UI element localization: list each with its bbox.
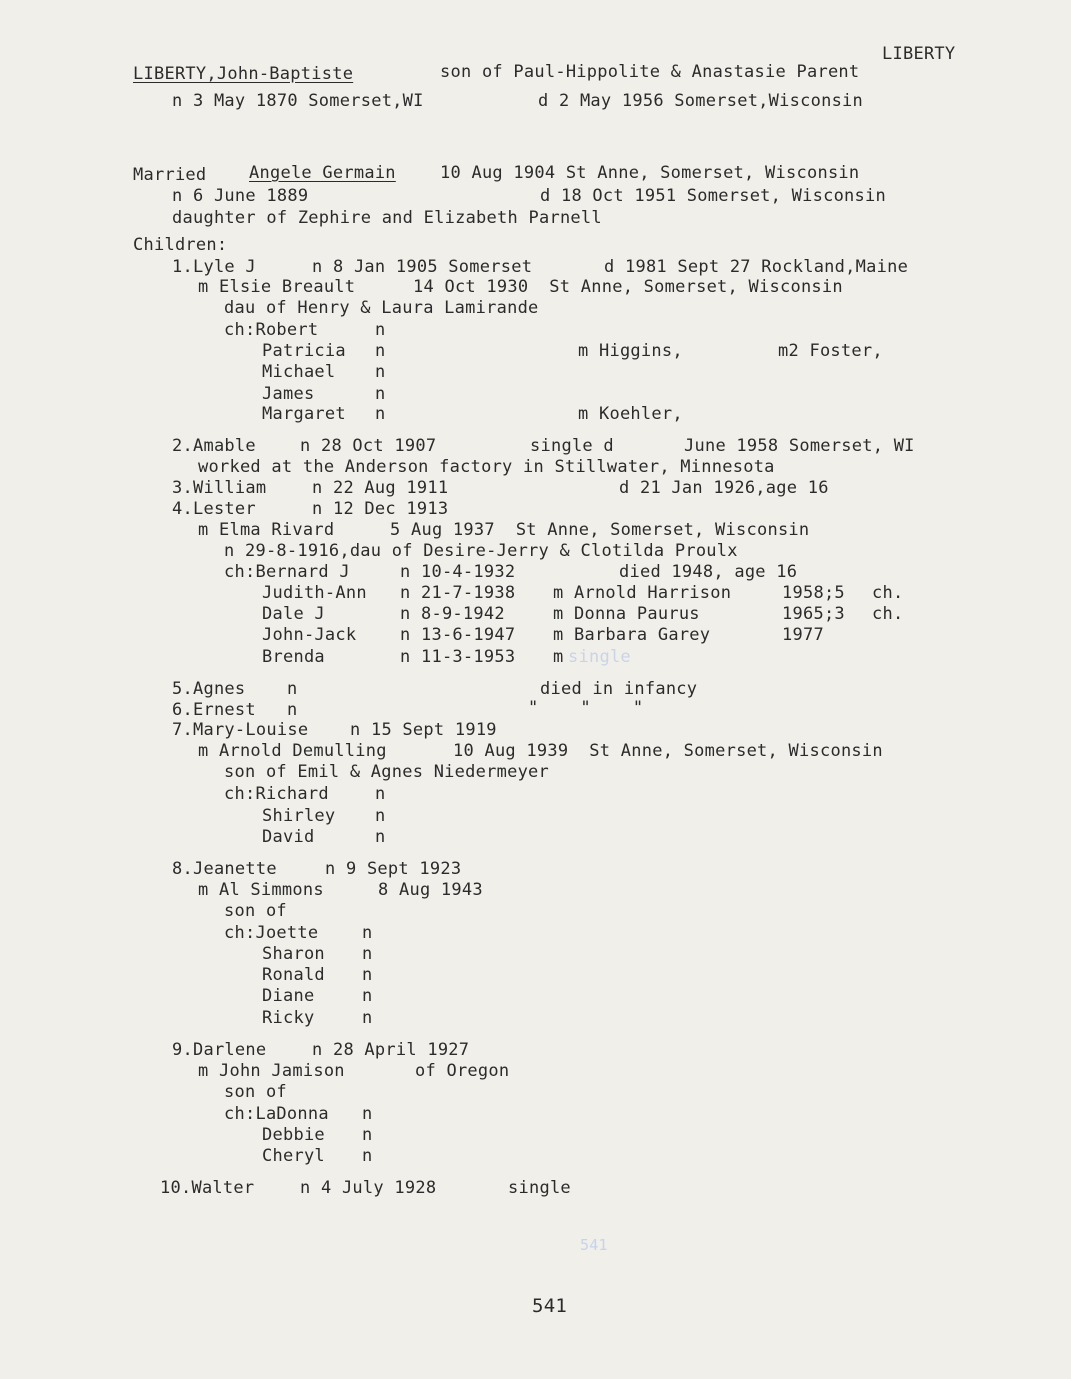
grandchild-birth: n	[362, 1104, 373, 1124]
grandchild-birth: n	[362, 986, 373, 1006]
grandchild-name: Judith-Ann	[262, 583, 367, 603]
grandchild-birth: n 10-4-1932	[400, 562, 516, 582]
person-death: d 2 May 1956 Somerset,Wisconsin	[538, 91, 864, 111]
child-2-death: June 1958 Somerset, WI	[684, 436, 915, 456]
children-label: Children:	[133, 235, 228, 255]
grandchild-name: Diane	[262, 986, 315, 1006]
child-6-ditto: " " "	[528, 698, 644, 718]
child-5-name: 5.Agnes	[172, 679, 246, 699]
grandchild-name: ch:LaDonna	[224, 1104, 329, 1124]
child-3-birth: n 22 Aug 1911	[312, 478, 449, 498]
child-4-name: 4.Lester	[172, 499, 256, 519]
spouse-parents: daughter of Zephire and Elizabeth Parnell	[172, 208, 602, 228]
grandchild-name: Ricky	[262, 1008, 315, 1028]
grandchild-name: ch:Bernard J	[224, 562, 350, 582]
grandchild-name: David	[262, 827, 315, 847]
grandchild-name: ch:Robert	[224, 320, 319, 340]
child-2-work: worked at the Anderson factory in Stillwater, Minnesota	[198, 457, 775, 477]
grandchild-birth: n	[362, 1146, 373, 1166]
child-2-status: single d	[530, 436, 614, 456]
grandchild-name: Margaret	[262, 404, 346, 424]
child-1-marriage: 14 Oct 1930 St Anne, Somerset, Wisconsin	[413, 277, 843, 297]
child-5-birth: n	[287, 679, 298, 699]
married-label: Married	[133, 165, 207, 185]
grandchild-note: m Arnold Harrison	[553, 583, 732, 603]
child-4-spouse: m Elma Rivard	[198, 520, 335, 540]
child-7-spouse: m Arnold Demulling	[198, 741, 387, 761]
grandchild-birth: n	[362, 1125, 373, 1145]
child-8-name: 8.Jeanette	[172, 859, 277, 879]
grandchild-count: ch.	[872, 604, 904, 624]
grandchild-name: James	[262, 384, 315, 404]
grandchild-birth: n	[375, 784, 386, 804]
child-9-spouse-parents: son of	[224, 1082, 287, 1102]
grandchild-name: ch:Richard	[224, 784, 329, 804]
grandchild-birth: n	[362, 1008, 373, 1028]
grandchild-note: died 1948, age 16	[619, 562, 798, 582]
grandchild-birth: n	[362, 944, 373, 964]
spouse-name: Angele Germain	[249, 163, 396, 183]
grandchild-name: Cheryl	[262, 1146, 325, 1166]
grandchild-year: 1965;3	[782, 604, 845, 624]
grandchild-name: Shirley	[262, 806, 336, 826]
child-1-spouse-parents: dau of Henry & Laura Lamirande	[224, 298, 539, 318]
grandchild-name: ch:Joette	[224, 923, 319, 943]
child-2-birth: n 28 Oct 1907	[300, 436, 437, 456]
child-7-name: 7.Mary-Louise	[172, 720, 309, 740]
child-10-name: 10.Walter	[160, 1178, 255, 1198]
child-3-name: 3.William	[172, 478, 267, 498]
grandchild-birth: n	[375, 384, 386, 404]
grandchild-marriage: m Higgins,	[578, 341, 683, 361]
child-5-note: died in infancy	[540, 679, 698, 699]
child-10-status: single	[508, 1178, 571, 1198]
grandchild-year: 1958;5	[782, 583, 845, 603]
grandchild-birth: n	[375, 806, 386, 826]
grandchild-name: Michael	[262, 362, 336, 382]
grandchild-name: John-Jack	[262, 625, 357, 645]
child-9-birth: n 28 April 1927	[312, 1040, 470, 1060]
child-8-spouse: m Al Simmons	[198, 880, 324, 900]
person-name: LIBERTY,John-Baptiste	[133, 64, 354, 84]
child-8-marriage: 8 Aug 1943	[378, 880, 483, 900]
child-9-origin: of Oregon	[415, 1061, 510, 1081]
child-7-marriage: 10 Aug 1939 St Anne, Somerset, Wisconsin	[453, 741, 883, 761]
child-8-spouse-parents: son of	[224, 901, 287, 921]
grandchild-birth: n	[362, 965, 373, 985]
grandchild-birth: n	[375, 404, 386, 424]
child-3-death: d 21 Jan 1926,age 16	[619, 478, 829, 498]
child-7-birth: n 15 Sept 1919	[350, 720, 497, 740]
grandchild-birth: n	[375, 320, 386, 340]
grandchild-marriage-2: m2 Foster,	[778, 341, 883, 361]
grandchild-note: m	[553, 647, 564, 667]
grandchild-name: Ronald	[262, 965, 325, 985]
spouse-birth: n 6 June 1889	[172, 186, 309, 206]
child-6-name: 6.Ernest	[172, 700, 256, 720]
child-10-birth: n 4 July 1928	[300, 1178, 437, 1198]
grandchild-birth: n 21-7-1938	[400, 583, 516, 603]
person-birth: n 3 May 1870 Somerset,WI	[172, 91, 424, 111]
grandchild-birth: n	[375, 827, 386, 847]
grandchild-note: m Barbara Garey	[553, 625, 711, 645]
grandchild-name: Sharon	[262, 944, 325, 964]
child-2-name: 2.Amable	[172, 436, 256, 456]
child-4-spouse-info: n 29-8-1916,dau of Desire-Jerry & Clotilda Proulx	[224, 541, 738, 561]
grandchild-birth: n	[362, 923, 373, 943]
grandchild-count: ch.	[872, 583, 904, 603]
surname-tag: LIBERTY	[882, 44, 956, 64]
grandchild-birth: n	[375, 362, 386, 382]
child-8-birth: n 9 Sept 1923	[325, 859, 462, 879]
child-1-death: d 1981 Sept 27 Rockland,Maine	[604, 257, 909, 277]
child-9-spouse: m John Jamison	[198, 1061, 345, 1081]
grandchild-name: Brenda	[262, 647, 325, 667]
person-parents: son of Paul-Hippolite & Anastasie Parent	[440, 62, 860, 82]
child-7-spouse-parents: son of Emil & Agnes Niedermeyer	[224, 762, 550, 782]
faint-stamp: 541	[580, 1236, 608, 1254]
marriage-details: 10 Aug 1904 St Anne, Somerset, Wisconsin	[440, 163, 860, 183]
grandchild-name: Dale J	[262, 604, 325, 624]
grandchild-birth: n	[375, 341, 386, 361]
grandchild-name: Debbie	[262, 1125, 325, 1145]
grandchild-birth: n 8-9-1942	[400, 604, 505, 624]
grandchild-marriage: m Koehler,	[578, 404, 683, 424]
child-1-spouse: m Elsie Breault	[198, 277, 356, 297]
child-6-birth: n	[287, 700, 298, 720]
child-4-birth: n 12 Dec 1913	[312, 499, 449, 519]
child-9-name: 9.Darlene	[172, 1040, 267, 1060]
grandchild-year: 1977	[782, 625, 824, 645]
grandchild-name: Patricia	[262, 341, 346, 361]
spouse-death: d 18 Oct 1951 Somerset, Wisconsin	[540, 186, 887, 206]
faint-annotation: single	[568, 647, 631, 667]
page-number: 541	[532, 1295, 568, 1317]
child-1-name: 1.Lyle J	[172, 257, 256, 277]
child-1-birth: n 8 Jan 1905 Somerset	[312, 257, 533, 277]
grandchild-birth: n 13-6-1947	[400, 625, 516, 645]
grandchild-note: m Donna Paurus	[553, 604, 700, 624]
grandchild-birth: n 11-3-1953	[400, 647, 516, 667]
child-4-marriage: 5 Aug 1937 St Anne, Somerset, Wisconsin	[390, 520, 810, 540]
